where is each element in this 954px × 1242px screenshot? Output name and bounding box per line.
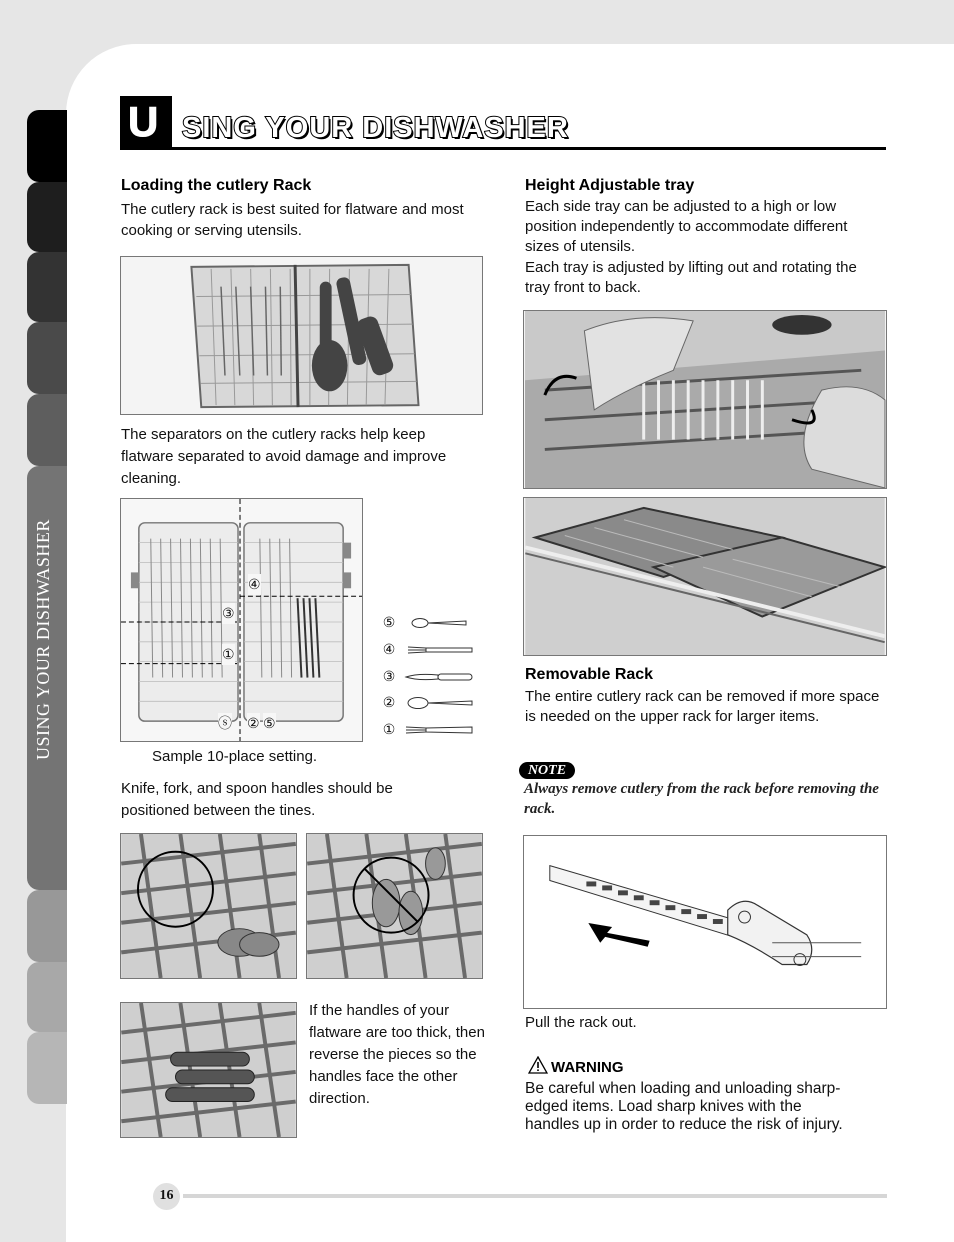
soup-spoon-icon (404, 696, 476, 710)
height-heading: Height Adjustable tray (525, 177, 695, 194)
side-tab-1[interactable] (27, 110, 67, 182)
warning-triangle-icon (528, 1056, 548, 1074)
pull-caption: Pull the rack out. (525, 1014, 637, 1031)
diagram-label-2: ② (247, 713, 260, 734)
note-text: Always remove cutlery from the rack before removing the rack. (524, 781, 879, 817)
height-body-1: Each side tray can be adjusted to a high or low position independently to accommodate different sizes of utensils. (525, 198, 848, 255)
legend-number-1: ① (382, 721, 396, 737)
salad-fork-icon (404, 643, 476, 657)
dinner-fork-icon (404, 723, 476, 737)
reversed-flatware-photo (120, 1002, 297, 1138)
side-tab-9[interactable] (27, 1032, 67, 1104)
legend-number-2: ② (382, 694, 396, 710)
title-initial: U (128, 98, 159, 145)
page-title: SING YOUR DISHWASHER (182, 112, 569, 144)
knife-icon (404, 670, 476, 684)
side-tab-2[interactable] (27, 182, 67, 252)
diagram-label-3: ③ (222, 603, 235, 624)
removable-body: The entire cutlery rack can be removed if more space is needed on the upper rack for larger items. (525, 688, 880, 725)
side-tab-3[interactable] (27, 252, 67, 322)
side-tab-4[interactable] (27, 322, 67, 394)
legend-number-4: ④ (382, 641, 396, 657)
legend-number-5: ⑤ (382, 614, 396, 630)
loading-body: The cutlery rack is best suited for flatware and most cooking or serving utensils. (121, 201, 464, 239)
loading-heading: Loading the cutlery Rack (121, 177, 312, 194)
side-tab-label: USING YOUR DISHWASHER (33, 519, 53, 760)
separators-body: The separators on the cutlery racks help keep flatware separated to avoid damage and improve cleaning. (121, 426, 447, 487)
diagram-label-4: ④ (248, 574, 261, 595)
legend-number-3: ③ (382, 668, 396, 684)
diagram-label-s: ⓢ (218, 713, 232, 734)
diagram-label-1: ① (222, 644, 235, 665)
warning-title: WARNING (551, 1059, 624, 1076)
adjusting-tray-photo (523, 310, 887, 489)
footer-rule (183, 1194, 887, 1198)
sample-caption: Sample 10-place setting. (152, 748, 318, 765)
side-tab-8[interactable] (27, 962, 67, 1032)
title-underline (172, 147, 886, 150)
page-number: 16 (159, 1188, 174, 1203)
correct-placement-photo (120, 833, 297, 979)
side-tab-7[interactable] (27, 890, 67, 962)
cutlery-trays-photo (523, 497, 887, 656)
removable-heading: Removable Rack (525, 666, 654, 683)
pull-rack-diagram (523, 835, 887, 1009)
thick-handles-body: If the handles of your flatware are too thick, then reverse the pieces so the handles face the other direction. (309, 1002, 485, 1107)
height-body-2: Each tray is adjusted by lifting out and rotating the tray front to back. (525, 259, 857, 296)
teaspoon-icon (404, 616, 476, 630)
incorrect-placement-photo (306, 833, 483, 979)
cutlery-rack-photo (120, 256, 483, 415)
warning-text: Be careful when loading and unloading sharp-edged items. Load sharp knives with the handles up in order to reduce the risk of injury. (525, 1080, 843, 1133)
side-tab-5[interactable] (27, 394, 67, 466)
diagram-label-5: ⑤ (263, 713, 276, 734)
note-badge: NOTE (519, 762, 575, 779)
sample-setting-diagram (120, 498, 363, 742)
handles-body: Knife, fork, and spoon handles should be positioned between the tines. (121, 780, 393, 819)
